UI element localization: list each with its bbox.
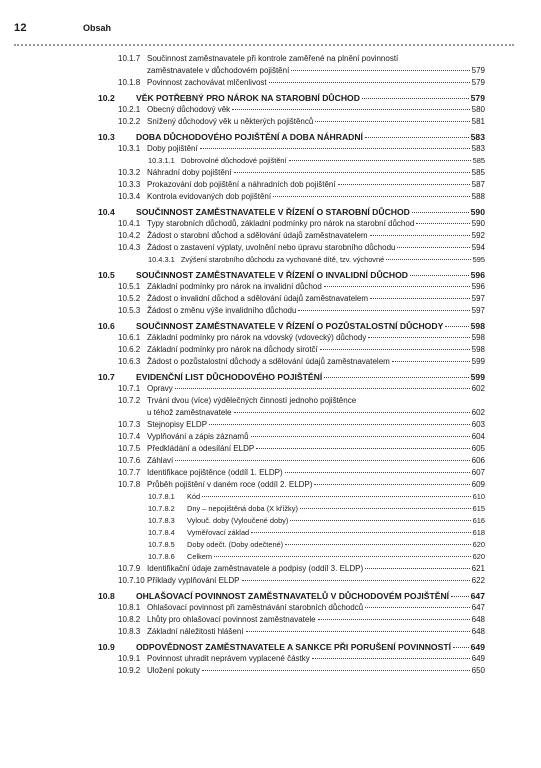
toc-entry-title: Stejnopisy ELDP xyxy=(147,420,208,429)
toc-entry-number: 10.3.4 xyxy=(118,192,141,201)
toc-entry-page: 607 xyxy=(471,468,485,477)
dot-leader xyxy=(200,148,470,149)
toc-entry-title: Náhradní doby pojištění xyxy=(147,168,232,177)
dot-leader xyxy=(232,109,469,110)
toc-entry-number: 10.1.8 xyxy=(118,78,141,87)
toc-entry xyxy=(98,305,485,317)
toc-entry xyxy=(98,167,485,179)
dot-leader xyxy=(320,349,470,350)
toc-entry-page: 604 xyxy=(471,432,485,441)
dot-leader xyxy=(209,424,470,425)
toc-entry-number: 10.7.8.4 xyxy=(148,528,175,537)
toc-entry xyxy=(98,467,485,479)
toc-entry xyxy=(98,293,485,305)
toc-entry xyxy=(98,77,485,89)
toc-entry-title: Celkem xyxy=(187,552,213,561)
toc-entry-page: 594 xyxy=(471,243,485,252)
toc-entry xyxy=(98,254,485,266)
toc-entry-page: 620 xyxy=(472,540,485,549)
toc-entry-number: 10.4.1 xyxy=(118,219,141,228)
toc-entry xyxy=(98,539,485,551)
toc-entry-number: 10.2 xyxy=(98,93,115,103)
toc-entry-page: 616 xyxy=(472,516,485,525)
toc-entry-page: 579 xyxy=(470,93,485,103)
toc-entry-number: 10.1.7 xyxy=(118,54,141,63)
toc-entry-number: 10.7.8.5 xyxy=(148,540,175,549)
dot-leader xyxy=(298,310,469,311)
toc-entry-page: 605 xyxy=(471,444,485,453)
toc-entry-title: ODPOVĚDNOST ZAMĚSTNAVATELE A SANKCE PŘI PORUŠENÍ POVINNOSTÍ xyxy=(136,642,451,652)
dot-leader xyxy=(362,98,469,99)
toc-entry xyxy=(98,602,485,614)
toc-entry-page: 581 xyxy=(471,117,485,126)
dot-leader xyxy=(202,496,471,497)
toc-entry xyxy=(98,242,485,254)
toc-entry-number: 10.6.1 xyxy=(118,333,141,342)
dot-leader xyxy=(392,361,470,362)
toc-entry-page: 622 xyxy=(471,576,485,585)
toc-entry-number: 10.9 xyxy=(98,642,115,652)
toc-entry xyxy=(98,419,485,431)
toc-entry-page: 596 xyxy=(471,282,485,291)
toc-entry xyxy=(98,230,485,242)
dot-leader xyxy=(324,286,470,287)
toc-entry-number: 10.8.1 xyxy=(118,603,141,612)
toc-entry-title: SOUČINNOST ZAMĚSTNAVATELE V ŘÍZENÍ O INVALIDNÍ DŮCHOD xyxy=(136,270,408,280)
dot-leader xyxy=(397,247,469,248)
toc-entry xyxy=(98,191,485,203)
toc-entry xyxy=(98,614,485,626)
toc-entry-title-continued: u téhož zaměstnavatele xyxy=(147,408,232,417)
toc-entry-title: Vyplňování a zápis záznamů xyxy=(147,432,249,441)
toc-entry xyxy=(98,515,485,527)
toc-entry-page: 579 xyxy=(471,78,485,87)
toc-entry xyxy=(98,665,485,677)
toc-entry-number: 10.8.3 xyxy=(118,627,141,636)
toc-entry-title: DOBA DŮCHODOVÉHO POJIŠTĚNÍ A DOBA NÁHRADNÍ xyxy=(136,132,363,142)
dot-leader xyxy=(285,544,471,545)
toc-entry-title: Obecný důchodový věk xyxy=(147,105,231,114)
toc-entry xyxy=(98,344,485,356)
toc-entry-number: 10.8 xyxy=(98,591,115,601)
toc-entry xyxy=(98,563,485,575)
dot-leader xyxy=(175,388,470,389)
dot-leader xyxy=(246,631,470,632)
dot-leader xyxy=(324,377,468,378)
toc-entry-number: 10.4 xyxy=(98,207,115,217)
toc-entry-page: 602 xyxy=(471,384,485,393)
toc-entry-number: 10.2.1 xyxy=(118,105,141,114)
toc-entry-page: 648 xyxy=(471,627,485,636)
toc-entry xyxy=(98,491,485,503)
dot-leader xyxy=(370,235,470,236)
toc-entry-number: 10.7.8.2 xyxy=(148,504,175,513)
dot-leader xyxy=(285,472,470,473)
dot-leader xyxy=(370,298,470,299)
toc-entry xyxy=(98,218,485,230)
header-divider xyxy=(14,44,514,46)
toc-entry-page: 598 xyxy=(470,321,485,331)
dot-leader xyxy=(289,160,471,161)
toc-entry-page: 603 xyxy=(471,420,485,429)
toc-entry xyxy=(98,320,485,332)
toc-entry-title: Snížený důchodový věk u některých pojištěnců xyxy=(147,117,314,126)
toc-entry-page: 590 xyxy=(470,207,485,217)
toc-entry xyxy=(98,527,485,539)
toc-entry xyxy=(98,626,485,638)
dot-leader xyxy=(312,658,470,659)
toc-entry-title: Vyměřovací základ xyxy=(187,528,250,537)
toc-entry-page: 610 xyxy=(472,492,485,501)
toc-entry-title: Žádost o změnu výše invalidního důchodu xyxy=(147,306,297,315)
toc-entry-number: 10.6.3 xyxy=(118,357,141,366)
toc-entry-title: Doby odečt. (Doby odečtené) xyxy=(187,540,284,549)
toc-entry-number: 10.6 xyxy=(98,321,115,331)
toc-entry-number: 10.5.2 xyxy=(118,294,141,303)
toc-entry-title: Ohlašovací povinnost při zaměstnávání starobních důchodců xyxy=(147,603,364,612)
toc-entry-title: Identifikace pojištěnce (oddíl 1. ELDP) xyxy=(147,468,283,477)
toc-entry-number: 10.7.9 xyxy=(118,564,141,573)
toc-entry xyxy=(98,92,485,104)
dot-leader xyxy=(214,556,471,557)
toc-entry-page: 598 xyxy=(471,345,485,354)
toc-entry-number: 10.4.3 xyxy=(118,243,141,252)
toc-entry-title: Součinnost zaměstnavatele při kontrole zaměřené na plnění povinností xyxy=(147,54,399,63)
table-of-contents xyxy=(98,53,485,677)
toc-entry-number: 10.3.2 xyxy=(118,168,141,177)
dot-leader xyxy=(290,520,470,521)
toc-entry xyxy=(98,116,485,128)
toc-entry-number: 10.2.2 xyxy=(118,117,141,126)
running-title: Obsah xyxy=(83,23,112,33)
toc-entry-number: 10.7.5 xyxy=(118,444,141,453)
toc-entry-number: 10.7.8.1 xyxy=(148,492,175,501)
toc-entry-title: Kód xyxy=(187,492,201,501)
toc-entry-number: 10.7.8.3 xyxy=(148,516,175,525)
toc-entry-number: 10.7 xyxy=(98,372,115,382)
toc-entry-number: 10.7.1 xyxy=(118,384,141,393)
toc-entry-title: Předkládání a odesílání ELDP xyxy=(147,444,255,453)
toc-entry-title: Příklady vyplňování ELDP xyxy=(147,576,240,585)
toc-entry-page: 597 xyxy=(471,306,485,315)
toc-entry xyxy=(98,104,485,116)
dot-leader xyxy=(273,196,470,197)
toc-entry-title: Dny – nepojištěná doba (X křížky) xyxy=(187,504,298,513)
toc-entry-number: 10.7.6 xyxy=(118,456,141,465)
toc-entry-page: 592 xyxy=(471,231,485,240)
toc-entry-number: 10.5.1 xyxy=(118,282,141,291)
dot-leader xyxy=(368,337,469,338)
toc-entry-title: Povinnost zachovávat mlčenlivost xyxy=(147,78,267,87)
toc-entry-page: 606 xyxy=(471,456,485,465)
toc-entry xyxy=(98,575,485,587)
toc-entry xyxy=(98,179,485,191)
dot-leader xyxy=(386,259,470,260)
toc-entry-number: 10.7.4 xyxy=(118,432,141,441)
toc-entry-title: Základní podmínky pro nárok na důchody sirotčí xyxy=(147,345,318,354)
toc-entry-title: Uložení pokuty xyxy=(147,666,200,675)
page-header xyxy=(14,22,514,36)
toc-entry-page: 595 xyxy=(472,255,485,264)
toc-entry-title: Lhůty pro ohlašovací povinnost zaměstnavatele xyxy=(147,615,316,624)
toc-entry-number: 10.7.10 xyxy=(118,576,145,585)
toc-entry-number: 10.9.2 xyxy=(118,666,141,675)
toc-entry xyxy=(98,551,485,563)
toc-entry-page: 649 xyxy=(471,654,485,663)
toc-entry-title: EVIDENČNÍ LIST DŮCHODOVÉHO POJIŠTĚNÍ xyxy=(136,372,323,382)
dot-leader xyxy=(412,212,469,213)
dot-leader xyxy=(451,596,469,597)
toc-entry-page: 650 xyxy=(471,666,485,675)
toc-entry-number: 10.3 xyxy=(98,132,115,142)
toc-entry-title: Povinnost uhradit neprávem vyplacené částky xyxy=(147,654,310,663)
toc-entry xyxy=(98,395,485,419)
toc-entry-page: 621 xyxy=(471,564,485,573)
dot-leader xyxy=(338,184,470,185)
dot-leader xyxy=(256,448,469,449)
toc-entry-title: SOUČINNOST ZAMĚSTNAVATELE V ŘÍZENÍ O POZŮSTALOSTNÍ DŮCHODY xyxy=(136,321,444,331)
toc-entry xyxy=(98,431,485,443)
toc-entry-title: Základní podmínky pro nárok na vdovský (vdovecký) důchody xyxy=(147,333,367,342)
toc-entry-page: 587 xyxy=(471,180,485,189)
dot-leader xyxy=(416,223,469,224)
toc-entry-page: 590 xyxy=(471,219,485,228)
dot-leader xyxy=(445,326,468,327)
toc-entry-title: Trvání dvou (více) výdělečných činností jednoho pojištěnce xyxy=(147,396,357,405)
toc-entry-number: 10.3.3 xyxy=(118,180,141,189)
toc-entry-page: 609 xyxy=(471,480,485,489)
toc-entry-number: 10.4.3.1 xyxy=(148,255,175,264)
dot-leader xyxy=(300,508,471,509)
toc-entry-title: OHLAŠOVACÍ POVINNOST ZAMĚSTNAVATELŮ V DŮCHODOVÉM POJIŠTĚNÍ xyxy=(136,591,450,601)
dot-leader xyxy=(269,82,470,83)
toc-entry-page: 583 xyxy=(471,144,485,153)
toc-entry-title: Vylouč. doby (Vyloučené doby) xyxy=(187,516,289,525)
toc-entry xyxy=(98,455,485,467)
toc-entry xyxy=(98,653,485,665)
toc-entry-number: 10.6.2 xyxy=(118,345,141,354)
dot-leader xyxy=(202,670,470,671)
toc-entry-page: 649 xyxy=(470,642,485,652)
dot-leader xyxy=(251,532,470,533)
toc-entry-page: 585 xyxy=(472,156,485,165)
toc-entry xyxy=(98,641,485,653)
toc-entry-title: SOUČINNOST ZAMĚSTNAVATELE V ŘÍZENÍ O STAROBNÍ DŮCHOD xyxy=(136,207,410,217)
toc-entry-title: VĚK POTŘEBNÝ PRO NÁROK NA STAROBNÍ DŮCHOD xyxy=(136,93,360,103)
toc-entry-page: 647 xyxy=(470,591,485,601)
toc-entry-title: Základní náležitosti hlášení xyxy=(147,627,244,636)
toc-entry-number: 10.9.1 xyxy=(118,654,141,663)
toc-entry-page: 597 xyxy=(471,294,485,303)
toc-entry-number: 10.7.8 xyxy=(118,480,141,489)
toc-entry-page: 615 xyxy=(472,504,485,513)
toc-entry-title: Průběh pojištění v daném roce (oddíl 2. ELDP) xyxy=(147,480,313,489)
dot-leader xyxy=(365,568,470,569)
toc-entry-title: Žádost o zastavení výplaty, uvolnění nebo úpravu starobního důchodu xyxy=(147,243,396,252)
toc-entry-title: Prokazování dob pojištění a náhradních dob pojištění xyxy=(147,180,336,189)
toc-entry xyxy=(98,269,485,281)
toc-entry-page: 596 xyxy=(470,270,485,280)
toc-entry xyxy=(98,371,485,383)
dot-leader xyxy=(318,619,470,620)
toc-entry-title: Opravy xyxy=(147,384,173,393)
toc-entry-page: 585 xyxy=(471,168,485,177)
dot-leader xyxy=(365,137,469,138)
dot-leader xyxy=(242,580,470,581)
toc-entry-page: 598 xyxy=(471,333,485,342)
toc-entry xyxy=(98,356,485,368)
toc-entry-number: 10.7.2 xyxy=(118,396,141,405)
toc-entry-page: 648 xyxy=(471,615,485,624)
toc-entry-page: 647 xyxy=(471,603,485,612)
toc-entry-page: 588 xyxy=(471,192,485,201)
toc-entry-number: 10.7.8.6 xyxy=(148,552,175,561)
toc-entry-page: 602 xyxy=(471,408,485,417)
toc-entry xyxy=(98,206,485,218)
toc-entry xyxy=(98,443,485,455)
toc-entry-number: 10.7.3 xyxy=(118,420,141,429)
toc-entry-page: 579 xyxy=(471,66,485,75)
toc-entry-title: Žádost o pozůstalostní důchody a sdělování údajů zaměstnavatelem xyxy=(147,357,390,366)
toc-entry xyxy=(98,503,485,515)
dot-leader xyxy=(251,436,470,437)
toc-entry-title: Záhlaví xyxy=(147,456,174,465)
page-number: 12 xyxy=(14,22,27,34)
toc-entry-title: Zvýšení starobního důchodu za vychované dítě, tzv. výchovné xyxy=(181,255,385,264)
toc-entry-number: 10.3.1 xyxy=(118,144,141,153)
toc-entry-title: Typy starobních důchodů, základní podmínky pro nárok na starobní důchod xyxy=(147,219,415,228)
dot-leader xyxy=(365,607,470,608)
toc-entry xyxy=(98,590,485,602)
toc-entry-page: 618 xyxy=(472,528,485,537)
dot-leader xyxy=(453,647,469,648)
dot-leader xyxy=(234,412,470,413)
toc-entry-page: 583 xyxy=(470,132,485,142)
toc-entry-title: Žádost o invalidní důchod a sdělování údajů zaměstnavatelem xyxy=(147,294,369,303)
dot-leader xyxy=(291,70,469,71)
toc-entry-page: 580 xyxy=(471,105,485,114)
toc-entry-number: 10.5.3 xyxy=(118,306,141,315)
toc-entry-number: 10.7.7 xyxy=(118,468,141,477)
toc-entry-number: 10.5 xyxy=(98,270,115,280)
toc-entry-page: 620 xyxy=(472,552,485,561)
toc-entry-title: Doby pojištění xyxy=(147,144,198,153)
toc-entry-number: 10.8.2 xyxy=(118,615,141,624)
toc-entry-page: 599 xyxy=(471,357,485,366)
toc-entry xyxy=(98,143,485,155)
toc-entry xyxy=(98,479,485,491)
dot-leader xyxy=(410,275,469,276)
toc-entry xyxy=(98,131,485,143)
toc-entry xyxy=(98,383,485,395)
toc-entry xyxy=(98,155,485,167)
dot-leader xyxy=(314,484,469,485)
toc-entry-page: 599 xyxy=(470,372,485,382)
toc-entry xyxy=(98,53,485,77)
toc-entry-title: Žádost o starobní důchod a sdělování údajů zaměstnavatelem xyxy=(147,231,368,240)
dot-leader xyxy=(175,460,469,461)
dot-leader xyxy=(315,121,469,122)
toc-entry-title: Identifikační údaje zaměstnavatele a podpisy (oddíl 3. ELDP) xyxy=(147,564,364,573)
toc-entry xyxy=(98,281,485,293)
toc-entry-title: Kontrola evidovaných dob pojištění xyxy=(147,192,272,201)
toc-entry-number: 10.3.1.1 xyxy=(148,156,175,165)
dot-leader xyxy=(234,172,470,173)
toc-entry-title-continued: zaměstnavatele v důchodovém pojištění xyxy=(147,66,290,75)
toc-entry-title: Základní podmínky pro nárok na invalidní důchod xyxy=(147,282,322,291)
toc-entry-number: 10.4.2 xyxy=(118,231,141,240)
toc-entry xyxy=(98,332,485,344)
toc-entry-title: Dobrovolné důchodové pojištění xyxy=(181,156,287,165)
